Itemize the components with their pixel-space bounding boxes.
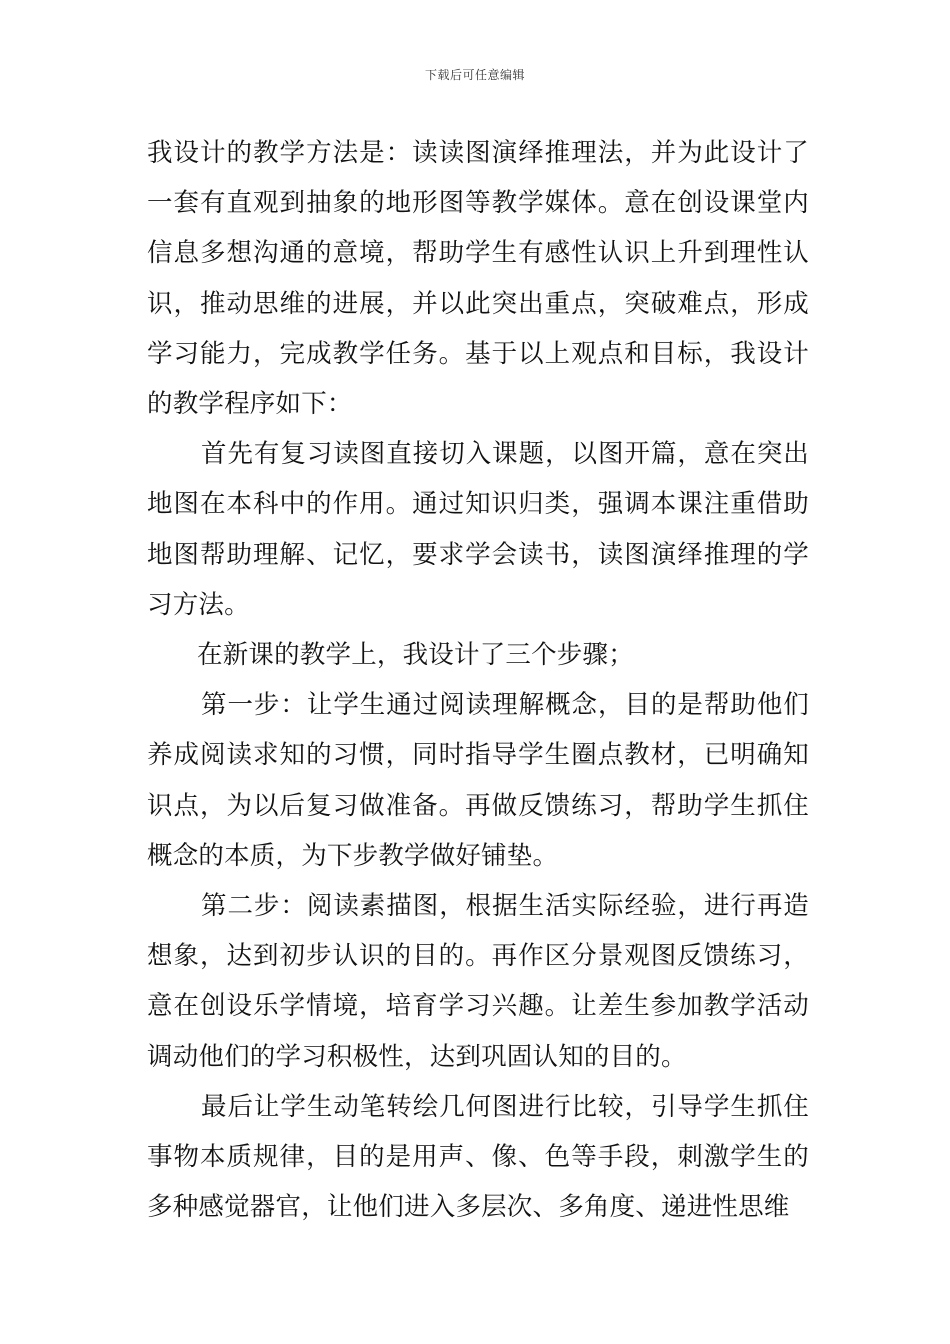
paragraph-teaching-method: 我设计的教学方法是：读读图演绎推理法，并为此设计了一套有直观到抽象的地形图等教学媒体。意在创设课堂内信息多想沟通的意境，帮助学生有感性认识上升到理性认识，推动思维的进展，并以此突出重点，突破难点，形成学习能力，完成教学任务。基于以上观点和目标，我设计的教学程序如下：: [147, 138, 809, 420]
paragraph-step-two: 第二步：阅读素描图，根据生活实际经验，进行再造想象，达到初步认识的目的。再作区分景观图反馈练习，意在创设乐学情境，培育学习兴趣。让差生参加教学活动调动他们的学习积极性，达到巩固认知的目的。: [147, 891, 809, 1072]
paragraph-review-intro: 首先有复习读图直接切入课题，以图开篇，意在突出地图在本科中的作用。通过知识归类，强调本课注重借助地图帮助理解、记忆，要求学会读书，读图演绎推理的学习方法。: [147, 439, 809, 620]
document-body: [147, 128, 809, 1232]
paragraph-three-steps: 在新课的教学上，我设计了三个步骤；: [197, 640, 634, 671]
page-header: 下载后可任意编辑: [424, 68, 525, 82]
paragraph-step-one: 第一步：让学生通过阅读理解概念，目的是帮助他们养成阅读求知的习惯，同时指导学生圈点教材，已明确知识点，为以后复习做准备。再做反馈练习，帮助学生抓住概念的本质，为下步教学做好铺垫。: [147, 690, 809, 871]
paragraph-final-step: 最后让学生动笔转绘几何图进行比较，引导学生抓住事物本质规律，目的是用声、像、色等手段，刺激学生的多种感觉器官，让他们进入多层次、多角度、递进性思维: [147, 1091, 809, 1223]
